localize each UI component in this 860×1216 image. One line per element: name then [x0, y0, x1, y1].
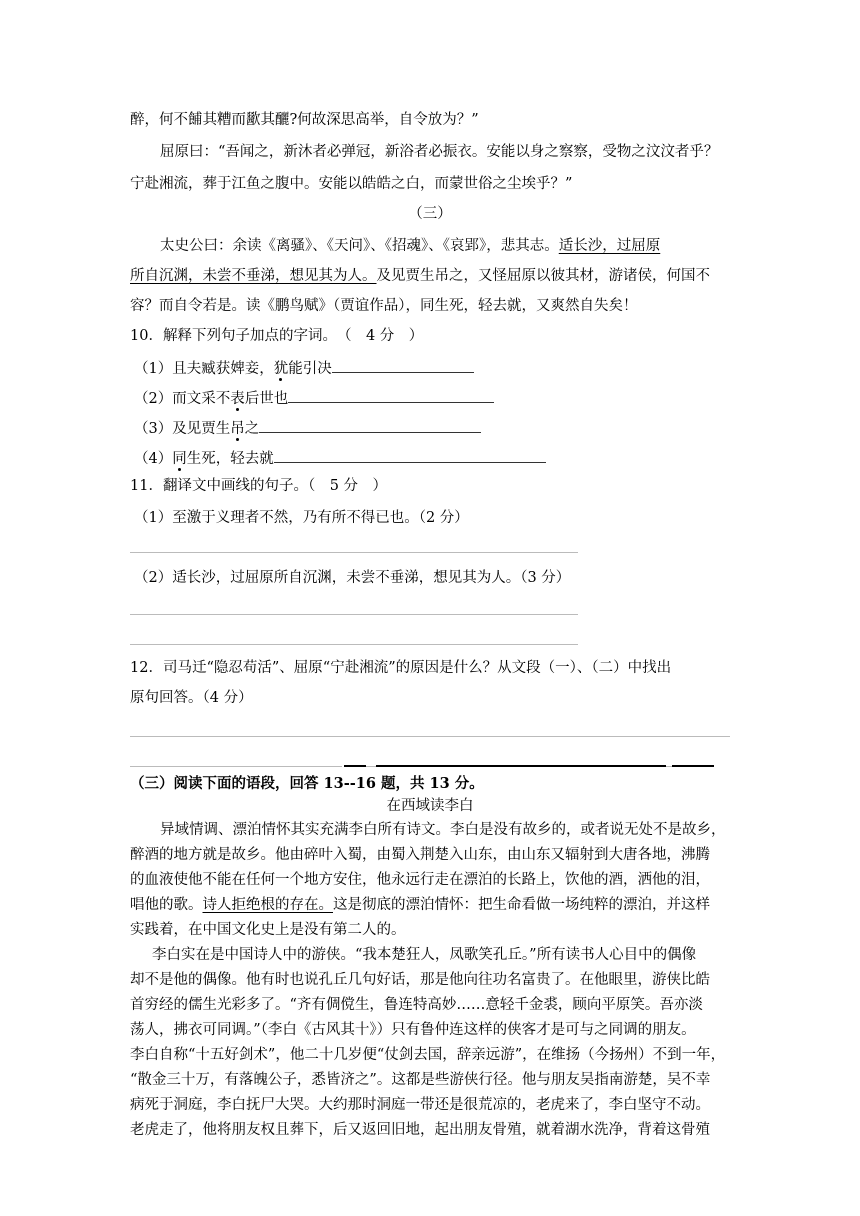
part-3-header: （三）阅读下面的语段，回答 13--16 题，共 13 分。 — [130, 775, 484, 792]
passage-line — [160, 236, 760, 256]
q10-item-4 — [134, 448, 734, 469]
question-12-line: 原句回答。（4 分） — [130, 690, 253, 706]
question-12-line: 12．司马迁“隐忍苟活”、屈原“宁赴湘流”的原因是什么？从文段（一）、（二）中找出 — [130, 660, 672, 676]
article-line: 实践着，在中国文化史上是没有第二人的。 — [130, 922, 406, 938]
article-line: 的血液使他不能在任何一个地方安住，他永远行走在漂泊的长路上，饮他的酒，洒他的泪， — [130, 872, 710, 888]
q11-sentence-2: （2）适长沙，过屈原所自沉渊，未尝不垂涕，想见其为人。（3 分） — [134, 570, 571, 586]
passage-line: 醉，何不餔其糟而歠其釃?何故深思高举，自令放为？” — [130, 112, 479, 128]
article-line: 病死于洞庭，李白抚尸大哭。大约那时洞庭一带还是很荒凉的，老虎来了，李白坚守不动。 — [130, 1097, 710, 1113]
dotted-char: 同 — [172, 451, 187, 467]
passage-line — [130, 266, 730, 286]
article-line: 李白实在是中国诗人中的游侠。“我本楚狂人，凤歌笑孔丘。”所有读书人心目中的偶像 — [152, 947, 697, 963]
item-text: （2）而文采不 — [134, 391, 231, 407]
passage-text: 及见贾生吊之，又怪屈原以彼其材，游诸侯，何国不 — [376, 268, 710, 284]
article-line: “散金三十万，有落魄公子，悉皆济之”。这都是些游侠行径。他与朋友吴指南游楚，吴不幸 — [130, 1072, 711, 1088]
passage-line: 宁赴湘流，葬于江鱼之腹中。安能以皓皓之白，而蒙世俗之尘埃乎？” — [130, 176, 573, 192]
article-line: 老虎走了，他将朋友权且葬下，后又返回旧地，起出朋友骨殖，就着湖水洗净，背着这骨殖 — [130, 1122, 710, 1138]
dotted-char: 吊 — [230, 421, 245, 437]
q10-item-2 — [134, 388, 734, 409]
answer-line[interactable] — [366, 766, 376, 767]
q10-item-1 — [134, 358, 734, 379]
question-11-title: 11．翻译文中画线的句子。（ 5 分 ） — [130, 478, 388, 494]
item-text: （4） — [134, 451, 173, 467]
answer-line[interactable] — [130, 644, 578, 645]
passage-line: 屈原曰：“吾闻之，新沐者必弹冠，新浴者必振衣。安能以身之察察，受物之汶汶者乎？ — [160, 144, 719, 160]
section-heading: （三） — [408, 206, 452, 222]
divider-mark — [672, 765, 714, 767]
article-line: 荡人，拂衣可同调。”（李白《古风其十》）只有鲁仲连这样的侠客才是可与之同调的朋友。 — [130, 1022, 696, 1038]
article-line: 李白自称“十五好剑术”，他二十几岁便“仗剑去国，辞亲远游”，在维扬（今扬州）不到一年， — [130, 1047, 726, 1063]
item-text: （1）且夫臧获婢妾， — [134, 361, 274, 377]
item-text: 生死，轻去就 — [186, 451, 274, 467]
article-line: 却不是他的偶像。他有时也说孔丘几句好话，那是他向往功名富贵了。在他眼里，游侠比皓 — [130, 972, 710, 988]
passage-text: 太史公曰：余读《离骚》、《天问》、《招魂》、《哀郢》，悲其志。 — [160, 238, 559, 254]
divider-line — [376, 765, 666, 767]
item-text: （3）及见贾生 — [134, 421, 231, 437]
answer-blank[interactable] — [259, 418, 481, 433]
article-line: 异域情调、漂泊情怀其实充满李白所有诗文。李白是没有故乡的，或者说无处不是故乡， — [160, 822, 726, 838]
question-10-title: 10．解释下列句子加点的字词。 （ 4 分 ） — [130, 328, 424, 344]
article-title: 在西域读李白 — [386, 798, 474, 814]
q10-item-3 — [134, 418, 734, 439]
underlined-sentence: 所自沉渊，未尝不垂涕，想见其为人。 — [130, 268, 377, 284]
article-line — [130, 895, 730, 915]
dotted-char: 表 — [230, 391, 245, 407]
article-text: 这是彻底的漂泊情怀：把生命看做一场纯粹的漂泊，并这样 — [333, 897, 710, 913]
answer-line[interactable] — [130, 552, 578, 553]
dotted-char: 犹 — [273, 361, 289, 377]
answer-blank[interactable] — [332, 358, 474, 373]
item-text: 之 — [244, 421, 260, 437]
divider-mark — [344, 765, 366, 767]
answer-line[interactable] — [130, 736, 730, 737]
article-line: 首穷经的儒生光彩多了。“齐有倜傥生，鲁连特高妙……意轻千金裘，顾向平原笑。吾亦淡 — [130, 997, 703, 1013]
underlined-sentence: 适长沙，过屈原 — [558, 238, 661, 254]
q11-sentence-1: （1）至激于义理者不然，乃有所不得已也。（2 分） — [134, 510, 469, 526]
article-text: 唱他的歌。 — [130, 897, 203, 913]
answer-line[interactable] — [130, 614, 578, 615]
answer-blank[interactable] — [288, 388, 494, 403]
answer-line[interactable] — [130, 766, 342, 767]
item-text: 能引决 — [288, 361, 332, 377]
underlined-sentence: 诗人拒绝根的存在。 — [202, 897, 333, 913]
article-line: 醉酒的地方就是故乡。他由碎叶入蜀，由蜀入荆楚入山东，由山东又辐射到大唐各地，沸腾 — [130, 847, 710, 863]
passage-line: 容？而自令若是。读《鹏鸟赋》（贾谊作品），同生死，轻去就，又爽然自失矣！ — [130, 298, 638, 314]
answer-blank[interactable] — [274, 448, 546, 463]
item-text: 后世也 — [244, 391, 289, 407]
